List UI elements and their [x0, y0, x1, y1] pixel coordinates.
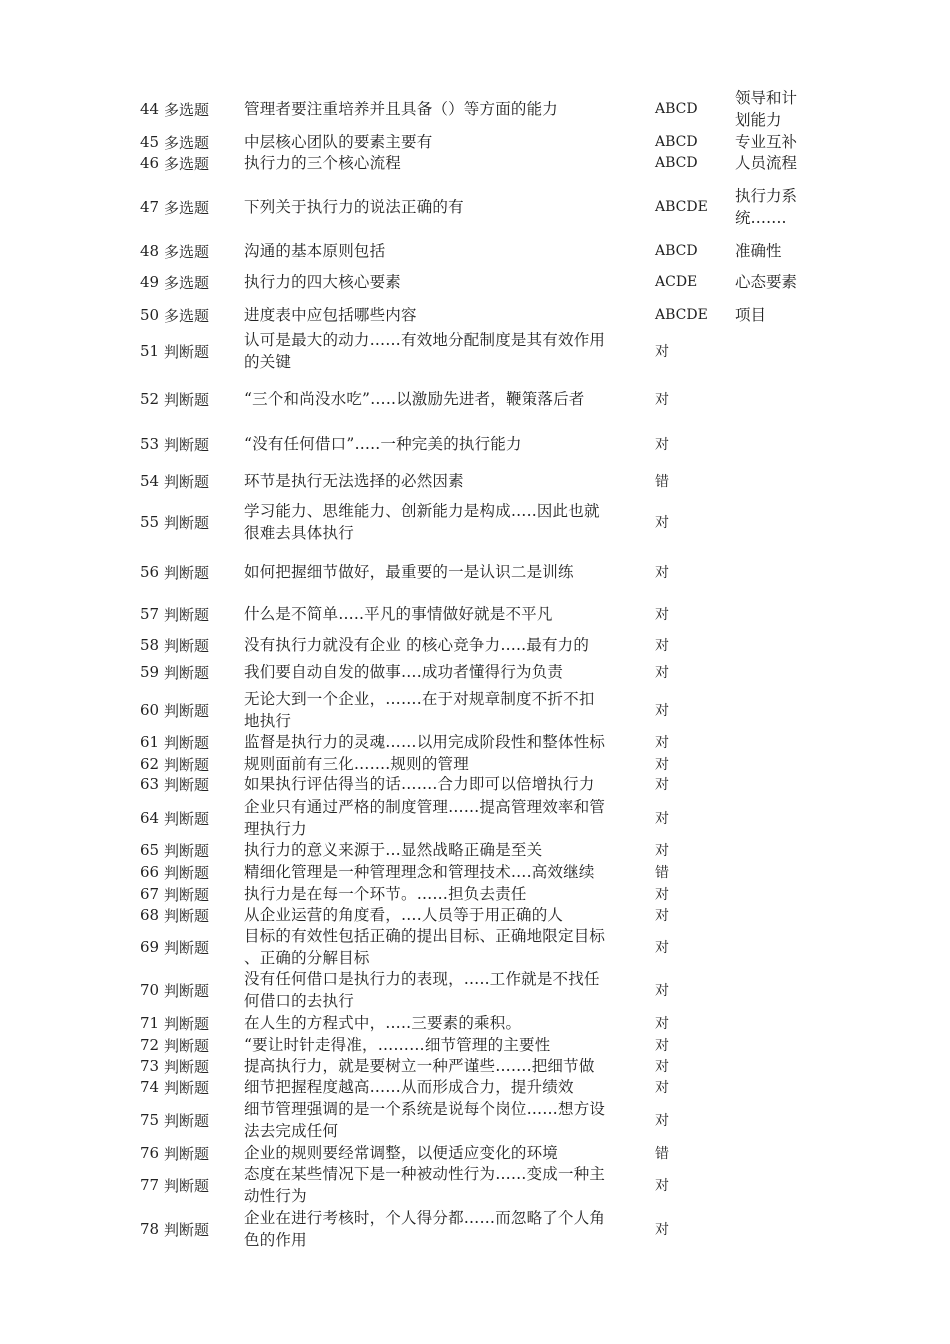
answer-note: 心态要素 — [735, 273, 798, 291]
question-type: 判断题 — [164, 885, 210, 904]
question-number: 51 — [140, 342, 160, 360]
question-number: 53 — [140, 435, 160, 453]
table-row — [0, 240, 950, 262]
table-row — [0, 1077, 950, 1097]
question-type: 判断题 — [164, 1144, 210, 1163]
question-text: 执行力的意义来源于…显然战略正确是至关 — [244, 841, 543, 859]
answer-value: ABCDE — [655, 199, 708, 215]
table-row — [0, 795, 950, 841]
question-type: 多选题 — [164, 100, 210, 119]
answer-value: ACDE — [655, 274, 698, 290]
table-row — [0, 732, 950, 752]
answer-note — [735, 388, 813, 410]
question-type: 判断题 — [164, 775, 210, 794]
table-row — [0, 1056, 950, 1076]
question-number: 78 — [140, 1220, 160, 1238]
answer-value: 错 — [655, 1146, 669, 1162]
answer-value: 错 — [655, 474, 669, 490]
table-row — [0, 754, 950, 774]
question-number: 69 — [140, 938, 160, 956]
answer-value: 对 — [655, 887, 669, 903]
answer-note — [735, 884, 813, 904]
question-type: 判断题 — [164, 636, 210, 655]
question-type: 判断题 — [164, 1078, 210, 1097]
answer-value: 对 — [655, 515, 669, 531]
question-type: 多选题 — [164, 133, 210, 152]
question-text: 目标的有效性包括正确的提出目标、正确地限定目标 、正确的分解目标 — [244, 927, 606, 967]
question-text: 细节把握程度越高……从而形成合力，提升绩效 — [244, 1078, 574, 1096]
question-text: 下列关于执行力的说法正确的有 — [244, 198, 464, 216]
question-type: 判断题 — [164, 841, 210, 860]
table-row — [0, 884, 950, 904]
question-number: 65 — [140, 841, 160, 859]
question-type: 判断题 — [164, 513, 210, 532]
question-type: 判断题 — [164, 663, 210, 682]
answer-value: 对 — [655, 1080, 669, 1096]
question-type: 判断题 — [164, 1220, 210, 1239]
answer-value: 对 — [655, 811, 669, 827]
table-row — [0, 433, 950, 455]
table-row — [0, 925, 950, 969]
answer-value: 对 — [655, 983, 669, 999]
question-text: 企业在进行考核时，个人得分都……而忽略了个人角 色的作用 — [244, 1209, 606, 1249]
question-type: 判断题 — [164, 809, 210, 828]
answer-note — [735, 1163, 813, 1207]
question-text: 管理者要注重培养并且具备（）等方面的能力 — [244, 100, 559, 118]
question-text: 细节管理强调的是一个系统是说每个岗位……想方设 法去完成任何 — [244, 1100, 606, 1140]
question-type: 多选题 — [164, 273, 210, 292]
answer-value: ABCD — [655, 134, 698, 150]
question-type: 判断题 — [164, 472, 210, 491]
table-row — [0, 561, 950, 583]
answer-value: 对 — [655, 703, 669, 719]
answer-value: 对 — [655, 1016, 669, 1032]
question-type: 判断题 — [164, 1176, 210, 1195]
question-text: 什么是不简单…..平凡的事情做好就是不平凡 — [244, 605, 553, 623]
answer-note — [735, 732, 813, 752]
question-text: 精细化管理是一种管理理念和管理技术….高效继续 — [244, 863, 595, 881]
answer-note — [735, 687, 813, 733]
answer-value: ABCD — [655, 243, 698, 259]
question-text: 学习能力、思维能力、创新能力是构成…..因此也就 很难去具体执行 — [244, 502, 600, 542]
answer-note — [735, 499, 813, 545]
question-number: 47 — [140, 198, 160, 216]
question-number: 44 — [140, 100, 160, 118]
answer-value: 对 — [655, 908, 669, 924]
question-number: 50 — [140, 306, 160, 324]
answer-value: 对 — [655, 344, 669, 360]
question-text: 认可是最大的动力……有效地分配制度是其有效作用 的关键 — [244, 331, 606, 371]
table-row — [0, 840, 950, 860]
question-text: 执行力是在每一个环节。……担负去责任 — [244, 885, 527, 903]
answer-note: 执行力系 统……. — [735, 187, 798, 227]
table-row — [0, 499, 950, 545]
answer-note: 准确性 — [735, 242, 782, 260]
answer-value: ABCD — [655, 155, 698, 171]
table-row — [0, 862, 950, 882]
table-row — [0, 1013, 950, 1033]
question-number: 62 — [140, 755, 160, 773]
answer-note: 专业互补 — [735, 133, 798, 151]
question-type: 判断题 — [164, 563, 210, 582]
answer-note — [735, 634, 813, 656]
question-text: 态度在某些情况下是一种被动性行为……变成一种主 动性行为 — [244, 1165, 606, 1205]
question-text: 企业的规则要经常调整，以便适应变化的环境 — [244, 1144, 559, 1162]
answer-value: 对 — [655, 1059, 669, 1075]
question-text: 如何把握细节做好，最重要的一是认识二是训练 — [244, 563, 574, 581]
table-row — [0, 1163, 950, 1207]
table-row — [0, 153, 950, 173]
question-type: 判断题 — [164, 1014, 210, 1033]
answer-value: 对 — [655, 735, 669, 751]
table-row — [0, 1035, 950, 1055]
answer-value: 对 — [655, 843, 669, 859]
question-text: 执行力的四大核心要素 — [244, 273, 402, 291]
question-type: 判断题 — [164, 1111, 210, 1130]
question-text: 从企业运营的角度看，….人员等于用正确的人 — [244, 906, 564, 924]
table-row — [0, 1207, 950, 1251]
answer-note — [735, 968, 813, 1012]
question-number: 58 — [140, 636, 160, 654]
answer-value: 对 — [655, 777, 669, 793]
question-text: 没有任何借口是执行力的表现，…..工作就是不找任 何借口的去执行 — [244, 970, 600, 1010]
question-text: 执行力的三个核心流程 — [244, 154, 402, 172]
table-row — [0, 905, 950, 925]
question-number: 73 — [140, 1057, 160, 1075]
answer-value: 对 — [655, 1113, 669, 1129]
question-text: 规则面前有三化…….规则的管理 — [244, 755, 469, 773]
table-row — [0, 687, 950, 733]
question-text: 如果执行评估得当的话…….合力即可以倍增执行力 — [244, 775, 595, 793]
question-number: 67 — [140, 885, 160, 903]
table-row — [0, 470, 950, 492]
answer-note — [735, 795, 813, 841]
answer-value: 对 — [655, 940, 669, 956]
table-row — [0, 1143, 950, 1163]
question-number: 59 — [140, 663, 160, 681]
question-type: 判断题 — [164, 938, 210, 957]
answer-value: ABCDE — [655, 307, 708, 323]
question-number: 76 — [140, 1144, 160, 1162]
answer-value: 对 — [655, 757, 669, 773]
question-number: 45 — [140, 133, 160, 151]
answer-note — [735, 1098, 813, 1142]
question-text: 沟通的基本原则包括 — [244, 242, 386, 260]
question-number: 68 — [140, 906, 160, 924]
question-number: 64 — [140, 809, 160, 827]
answer-note — [735, 661, 813, 683]
table-row — [0, 968, 950, 1012]
answer-note — [735, 1207, 813, 1251]
question-number: 63 — [140, 775, 160, 793]
question-text: 无论大到一个企业，…….在于对规章制度不折不扣 地执行 — [244, 690, 595, 730]
question-number: 72 — [140, 1036, 160, 1054]
answer-note — [735, 561, 813, 583]
answer-note — [735, 328, 813, 374]
question-number: 60 — [140, 701, 160, 719]
answer-note — [735, 603, 813, 625]
answer-note: 领导和计 划能力 — [735, 89, 798, 129]
question-text: 进度表中应包括哪些内容 — [244, 306, 417, 324]
question-type: 判断题 — [164, 1057, 210, 1076]
table-row — [0, 132, 950, 152]
question-text: 提高执行力，就是要树立一种严谨些…….把细节做 — [244, 1057, 595, 1075]
table-row — [0, 328, 950, 374]
question-text: 监督是执行力的灵魂……以用完成阶段性和整体性标 — [244, 733, 606, 751]
table-row — [0, 634, 950, 656]
question-text: 中层核心团队的要素主要有 — [244, 133, 433, 151]
question-number: 66 — [140, 863, 160, 881]
question-text: 没有执行力就没有企业 的核心竞争力…..最有力的 — [244, 636, 590, 654]
question-number: 71 — [140, 1014, 160, 1032]
question-number: 54 — [140, 472, 160, 490]
question-type: 判断题 — [164, 701, 210, 720]
table-row — [0, 774, 950, 794]
answer-note — [735, 905, 813, 925]
question-number: 57 — [140, 605, 160, 623]
answer-note — [735, 1035, 813, 1055]
question-type: 多选题 — [164, 198, 210, 217]
answer-note — [735, 1143, 813, 1163]
table-row — [0, 388, 950, 410]
answer-value: 对 — [655, 607, 669, 623]
question-number: 74 — [140, 1078, 160, 1096]
question-type: 判断题 — [164, 1036, 210, 1055]
question-type: 判断题 — [164, 755, 210, 774]
table-row — [0, 86, 950, 132]
answer-note — [735, 1056, 813, 1076]
question-number: 52 — [140, 390, 160, 408]
question-type: 多选题 — [164, 306, 210, 325]
question-number: 61 — [140, 733, 160, 751]
question-type: 判断题 — [164, 435, 210, 454]
question-number: 70 — [140, 981, 160, 999]
question-text: 环节是执行无法选择的必然因素 — [244, 472, 464, 490]
answer-value: 错 — [655, 865, 669, 881]
question-number: 46 — [140, 154, 160, 172]
answer-value: ABCD — [655, 101, 698, 117]
answer-value: 对 — [655, 1178, 669, 1194]
question-type: 多选题 — [164, 242, 210, 261]
answer-value: 对 — [655, 665, 669, 681]
answer-note — [735, 925, 813, 969]
question-type: 判断题 — [164, 605, 210, 624]
answer-note — [735, 1077, 813, 1097]
answer-value: 对 — [655, 392, 669, 408]
answer-note — [735, 754, 813, 774]
question-number: 77 — [140, 1176, 160, 1194]
table-row — [0, 183, 950, 231]
answer-note — [735, 433, 813, 455]
question-text: 在人生的方程式中，…..三要素的乘积。 — [244, 1014, 522, 1032]
table-row — [0, 304, 950, 326]
table-row — [0, 1098, 950, 1142]
answer-note: 项目 — [735, 306, 767, 324]
question-number: 55 — [140, 513, 160, 531]
answer-value: 对 — [655, 638, 669, 654]
table-row — [0, 603, 950, 625]
answer-note — [735, 862, 813, 882]
question-number: 49 — [140, 273, 160, 291]
answer-note: 人员流程 — [735, 154, 798, 172]
answer-note — [735, 1013, 813, 1033]
question-text: 我们要自动自发的做事….成功者懂得行为负责 — [244, 663, 564, 681]
answer-value: 对 — [655, 1038, 669, 1054]
answer-note — [735, 840, 813, 860]
answer-note — [735, 774, 813, 794]
question-text: “要让时针走得准，………细节管理的主要性 — [244, 1036, 551, 1054]
question-text: “没有任何借口”…..一种完美的执行能力 — [244, 435, 522, 453]
question-number: 48 — [140, 242, 160, 260]
question-type: 多选题 — [164, 154, 210, 173]
table-row — [0, 271, 950, 293]
question-number: 56 — [140, 563, 160, 581]
table-row — [0, 661, 950, 683]
question-type: 判断题 — [164, 906, 210, 925]
question-type: 判断题 — [164, 342, 210, 361]
question-number: 75 — [140, 1111, 160, 1129]
answer-note — [735, 470, 813, 492]
answer-value: 对 — [655, 565, 669, 581]
answer-value: 对 — [655, 1222, 669, 1238]
question-text: “三个和尚没水吃”…..以激励先进者，鞭策落后者 — [244, 390, 585, 408]
question-type: 判断题 — [164, 390, 210, 409]
question-type: 判断题 — [164, 863, 210, 882]
question-type: 判断题 — [164, 981, 210, 1000]
answer-value: 对 — [655, 437, 669, 453]
question-type: 判断题 — [164, 733, 210, 752]
question-text: 企业只有通过严格的制度管理……提高管理效率和管 理执行力 — [244, 798, 606, 838]
